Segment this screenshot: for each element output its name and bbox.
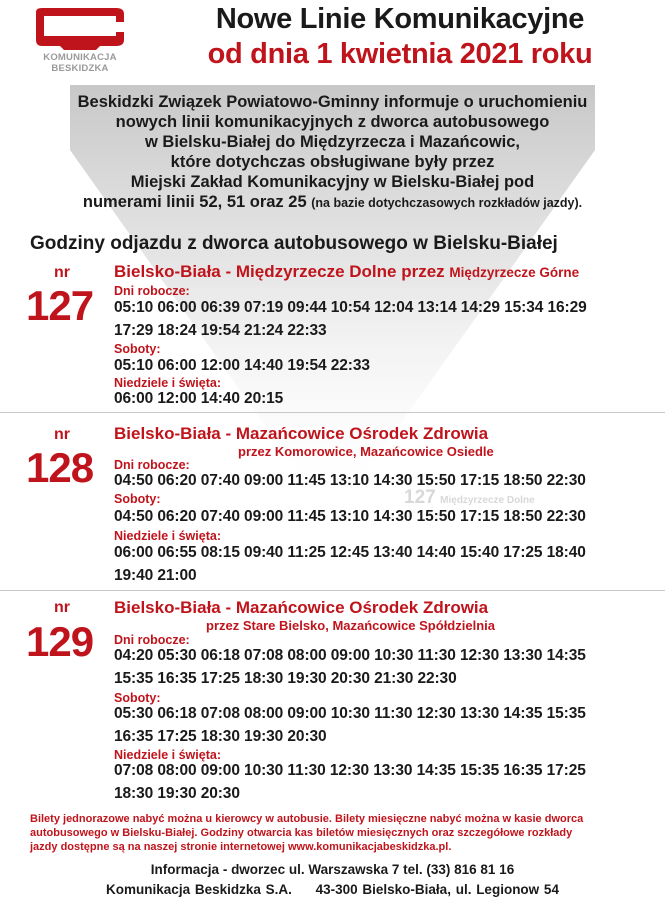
times-line: 07:08 08:00 09:00 10:30 11:30 12:30 13:30 14:35 15:35 16:35 17:25 [114, 762, 586, 779]
intro-line: Miejski Zakład Komunikacyjny w Bielsku-Białej pod [130, 173, 535, 191]
route-via: przez Stare Bielsko, Mazańcowice Spółdzielnia [206, 618, 495, 633]
route-name [114, 262, 579, 282]
times-line: 17:29 18:24 19:54 21:24 22:33 [114, 322, 327, 339]
logo-text-line1: KOMUNIKACJA [43, 52, 117, 63]
watermark-route-127 [404, 487, 535, 509]
ticket-info [30, 812, 640, 854]
route-via: przez Komorowice, Mazańcowice Osiedle [238, 444, 494, 459]
times-weekdays [114, 296, 644, 342]
times-saturdays [114, 505, 644, 528]
intro-line: nowych linii komunikacyjnych z dworca autobusowego [115, 113, 550, 131]
day-label-sundays: Niedziele i święta: [114, 748, 221, 762]
times-saturdays [114, 354, 644, 377]
route-via: Międzyrzecze Górne [449, 265, 580, 280]
times-line: 16:35 17:25 18:30 19:30 20:30 [114, 728, 327, 745]
watermark-number: 127 [404, 487, 436, 508]
day-label-sundays: Niedziele i święta: [114, 376, 221, 390]
contact-info: Informacja - dworzec ul. Warszawska 7 tel. (33) 816 81 16 [150, 862, 515, 877]
times-line: 06:00 06:55 08:15 09:40 11:25 12:45 13:40 14:40 15:40 17:25 18:40 [114, 544, 586, 561]
intro-text [10, 92, 655, 213]
times-line: 18:30 19:30 20:30 [114, 785, 240, 802]
intro-line: w Bielsku-Białej do Międzyrzecza i Mazańcowic, [144, 133, 521, 151]
intro-line [10, 192, 655, 213]
intro-line: Beskidzki Związek Powiatowo-Gminny informuje o uruchomieniu [77, 93, 588, 111]
route-name: Bielsko-Biała - Mazańcowice Ośrodek Zdrowia [114, 598, 489, 617]
times-line: 04:20 05:30 06:18 07:08 08:00 09:00 10:30 11:30 12:30 13:30 14:35 [114, 647, 586, 664]
nr-label: nr [54, 426, 70, 443]
logo-text-line2: BESKIDZKA [51, 63, 109, 74]
company-logo [30, 6, 130, 80]
day-label-sundays: Niedziele i święta: [114, 529, 221, 543]
nr-label: nr [54, 599, 70, 616]
route-name: Bielsko-Biała - Mazańcowice Ośrodek Zdrowia [114, 424, 489, 443]
route-number: 127 [26, 282, 94, 329]
ticket-info-line: Bilety jednorazowe nabyć można u kierowcy w autobusie. Bilety miesięczne nabyć można w kasie dworca [30, 813, 584, 825]
times-sundays [114, 387, 644, 410]
route-number: 129 [26, 618, 94, 665]
section-heading: Godziny odjazdu z dworca autobusowego w Bielsku-Białej [30, 233, 558, 254]
company-address: Komunikacja Beskidzka S.A. 43-300 Bielsko-Biała, ul. Legionow 54 [106, 882, 559, 897]
times-line: 06:00 12:00 14:40 20:15 [114, 390, 284, 407]
bus-logo-icon [30, 6, 130, 52]
times-line: 04:50 06:20 07:40 09:00 11:45 13:10 14:30 15:50 17:15 18:50 22:30 [114, 472, 586, 489]
nr-label: nr [54, 264, 70, 281]
watermark-text: Międzyrzecze Dolne [440, 495, 535, 506]
page-subtitle: od dnia 1 kwietnia 2021 roku [207, 38, 593, 70]
day-label-saturdays: Soboty: [114, 342, 161, 356]
day-label-saturdays: Soboty: [114, 691, 161, 705]
times-sundays [114, 541, 644, 587]
times-line: 04:50 06:20 07:40 09:00 11:45 13:10 14:30 15:50 17:15 18:50 22:30 [114, 508, 586, 525]
times-sundays [114, 759, 644, 805]
intro-line-note: (na bazie dotychczasowych rozkładów jazdy). [311, 196, 583, 210]
day-label-weekdays: Dni robocze: [114, 458, 190, 472]
times-weekdays [114, 469, 644, 492]
times-line: 05:10 06:00 06:39 07:19 09:44 10:54 12:04 13:14 14:29 15:34 16:29 [114, 299, 587, 316]
ticket-info-line: jazdy dostępne są na naszej stronie internetowej www.komunikacjabeskidzka.pl. [30, 841, 452, 853]
day-label-saturdays: Soboty: [114, 492, 161, 506]
route-divider [0, 590, 665, 591]
page-title: Nowe Linie Komunikacyjne [215, 3, 585, 35]
times-line: 15:35 16:35 17:25 18:30 19:30 20:30 21:30 22:30 [114, 670, 457, 687]
intro-line-main: numerami linii 52, 51 oraz 25 [82, 193, 307, 211]
intro-line: które dotychczas obsługiwane były przez [170, 153, 495, 171]
ticket-info-line: autobusowego w Bielsku-Białej. Godziny otwarcia kas biletów miesięcznych oraz szczegółowe rozkłady [30, 827, 573, 839]
route-name-main: Bielsko-Biała - Międzyrzecze Dolne przez [114, 262, 445, 281]
times-line: 05:30 06:18 07:08 08:00 09:00 10:30 11:30 12:30 13:30 14:35 15:35 [114, 705, 586, 722]
times-weekdays [114, 644, 644, 690]
times-line: 05:10 06:00 12:00 14:40 19:54 22:33 [114, 357, 370, 374]
route-number: 128 [26, 444, 94, 491]
times-saturdays [114, 702, 644, 748]
route-divider [0, 412, 665, 413]
times-line: 19:40 21:00 [114, 567, 197, 584]
day-label-weekdays: Dni robocze: [114, 284, 190, 298]
day-label-weekdays: Dni robocze: [114, 633, 190, 647]
